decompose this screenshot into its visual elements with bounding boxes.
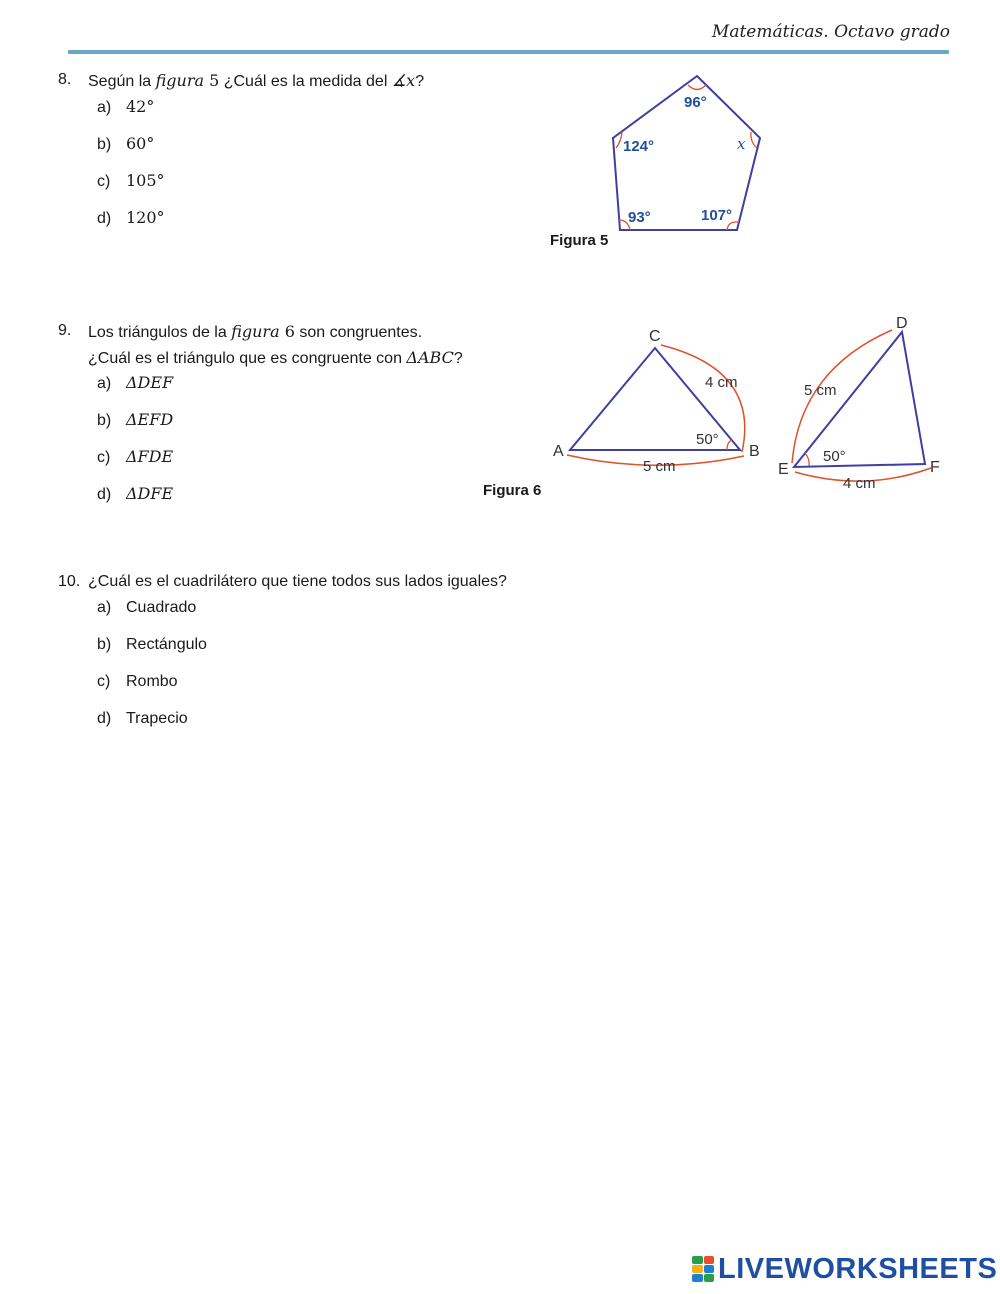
- q10-option-a[interactable]: a) Cuadrado: [97, 599, 197, 616]
- figure-6-triangles: [545, 310, 965, 500]
- q10-option-b[interactable]: b) Rectángulo: [97, 636, 207, 653]
- angle-label-bottom-left: 93°: [628, 209, 651, 226]
- angle-label-top: 96°: [684, 94, 707, 111]
- side-label-ab: 5 cm: [643, 458, 676, 475]
- triangle-def: [794, 332, 925, 467]
- angle-label-x: x: [737, 135, 746, 153]
- q10-option-c[interactable]: c) Rombo: [97, 673, 178, 690]
- question-8-number: 8.: [58, 71, 72, 88]
- vertex-label-b: B: [749, 443, 760, 460]
- angle-arc-b: [727, 440, 732, 450]
- figure-5-pentagon: [600, 70, 780, 240]
- question-9-number: 9.: [58, 322, 72, 339]
- side-label-ed: 5 cm: [804, 382, 837, 399]
- angle-label-left: 124°: [623, 138, 655, 155]
- vertex-label-c: C: [649, 328, 661, 345]
- vertex-label-f: F: [930, 459, 940, 476]
- q8-option-b[interactable]: b) 60°: [97, 134, 155, 153]
- side-label-cb: 4 cm: [705, 374, 738, 391]
- q9-option-c[interactable]: c) ΔFDE: [97, 447, 174, 466]
- vertex-label-a: A: [553, 443, 564, 460]
- angle-arc-top: [688, 85, 706, 90]
- angle-label-bottom-right: 107°: [701, 207, 733, 224]
- q10-option-d[interactable]: d) Trapecio: [97, 710, 188, 727]
- page-header-title: Matemáticas. Octavo grado: [711, 22, 950, 42]
- figure-5-caption: Figura 5: [550, 232, 609, 249]
- q9-option-d[interactable]: d) ΔDFE: [97, 484, 174, 503]
- liveworksheets-brand-text: LIVEWORKSHEETS: [718, 1252, 998, 1285]
- question-9-text-line2: ¿Cuál es el triángulo que es congruente con ΔABC?: [88, 348, 463, 367]
- q9-option-a[interactable]: a) ΔDEF: [97, 373, 174, 392]
- liveworksheets-brand: [692, 1254, 997, 1284]
- header-rule: [68, 50, 949, 54]
- side-label-ef: 4 cm: [843, 475, 876, 492]
- q9-option-b[interactable]: b) ΔEFD: [97, 410, 174, 429]
- q8-option-a[interactable]: a) 42°: [97, 97, 155, 116]
- q8-option-c[interactable]: c) 105°: [97, 171, 165, 190]
- figure-6-caption: Figura 6: [483, 482, 542, 499]
- angle-label-e: 50°: [823, 448, 846, 465]
- q8-option-d[interactable]: d) 120°: [97, 208, 165, 227]
- question-8-text: Según la figura 5 ¿Cuál es la medida del ∡x?: [88, 71, 425, 90]
- question-9-text-line1: Los triángulos de la figura 6 son congruentes.: [88, 322, 423, 341]
- question-10-number: 10.: [58, 573, 81, 590]
- question-10-text: ¿Cuál es el cuadrilátero que tiene todos sus lados iguales?: [88, 573, 507, 590]
- angle-label-b: 50°: [696, 431, 719, 448]
- vertex-label-d: D: [896, 315, 908, 332]
- liveworksheets-logo-icon: [692, 1256, 714, 1282]
- angle-arc-e: [805, 453, 809, 466]
- vertex-label-e: E: [778, 461, 789, 478]
